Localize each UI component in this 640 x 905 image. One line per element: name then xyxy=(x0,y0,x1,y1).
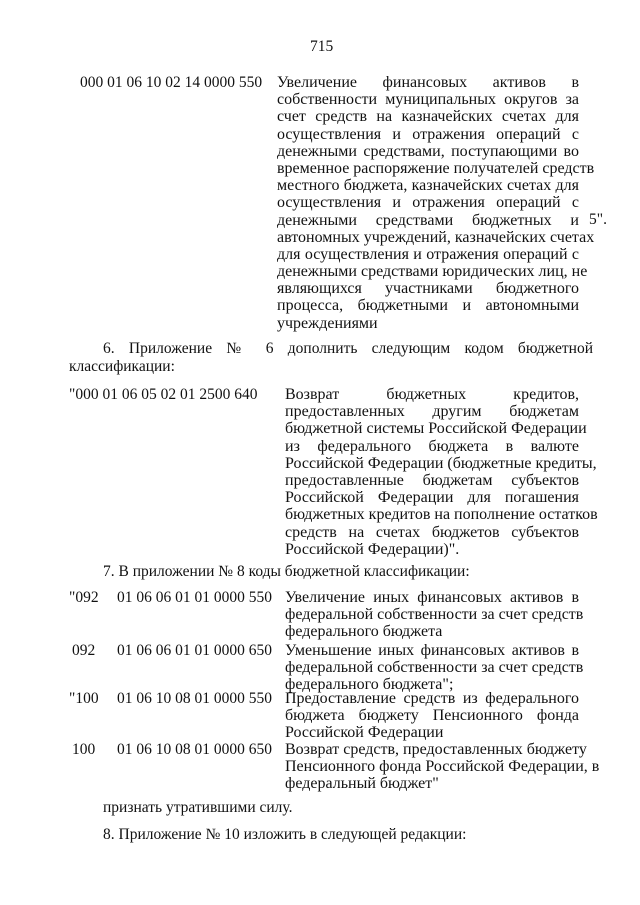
description-line: бюджетных кредитов на пополнение остатков xyxy=(285,506,598,524)
description-line: предоставленных другим бюджетам xyxy=(285,403,579,421)
description-line: федеральный бюджет" xyxy=(285,775,439,793)
closing-mark: 5". xyxy=(589,211,607,228)
description-line: Возврат средств, предоставленных бюджету xyxy=(285,741,587,758)
code-description xyxy=(285,589,584,641)
description-line: счет средств на казначейских счетах для xyxy=(277,108,579,126)
admin-code: "100 xyxy=(69,690,99,707)
code-description xyxy=(285,642,584,694)
description-line: Российской Федерации xyxy=(285,724,444,742)
description-line: денежными средствами юридических лиц, не xyxy=(277,263,588,281)
description-line: Предоставление средств из федерального xyxy=(285,690,579,707)
description-line: из федерального бюджета в валюте xyxy=(285,437,579,455)
description-line: Российской Федерации для погашения xyxy=(285,489,579,507)
description-line: для осуществления и отражения операций с xyxy=(277,245,579,263)
code-description xyxy=(285,741,600,793)
budget-code: 01 06 10 08 01 0000 650 xyxy=(117,741,272,758)
page-number: 715 xyxy=(310,38,334,55)
description-line: Российской Федерации (бюджетные кредиты, xyxy=(285,454,597,472)
code-description xyxy=(285,690,579,742)
description-line: осуществления и отражения операций с xyxy=(277,194,579,212)
budget-code: 01 06 06 01 01 0000 650 xyxy=(117,642,272,659)
description-line: Увеличение иных финансовых активов в xyxy=(285,589,579,606)
description-line: федерального бюджета"; xyxy=(285,676,454,694)
description-line: являющихся участниками бюджетного xyxy=(277,280,579,298)
code-description xyxy=(277,74,595,332)
description-line: бюджетной системы Российской Федерации xyxy=(285,420,587,438)
description-line: федерального бюджета xyxy=(285,623,443,641)
description-line: осуществления и отражения операций с xyxy=(277,125,579,143)
description-line: федеральной собственности за счет средств xyxy=(285,606,584,624)
admin-code: 100 xyxy=(72,741,96,758)
code-description xyxy=(285,386,598,558)
description-line: средств на счетах бюджетов субъектов xyxy=(285,523,579,541)
description-line: бюджета бюджету Пенсионного фонда xyxy=(285,707,579,725)
description-line: Пенсионного фонда Российской Федерации, в xyxy=(285,758,600,776)
description-line: Увеличение финансовых активов в xyxy=(277,74,579,91)
budget-code: "000 01 06 05 02 01 2500 640 xyxy=(69,386,258,403)
admin-code: "092 xyxy=(69,589,99,606)
paragraph-item-8: 8. Приложение № 10 изложить в следующей редакции: xyxy=(103,826,467,843)
description-line: Российской Федерации)". xyxy=(285,540,460,558)
paragraph-item-6-cont: классификации: xyxy=(69,358,175,375)
description-line: учреждениями xyxy=(277,314,378,332)
budget-code: 000 01 06 10 02 14 0000 550 xyxy=(80,74,263,91)
description-line: автономных учреждений, казначейских счетах xyxy=(277,228,595,246)
description-line: Уменьшение иных финансовых активов в xyxy=(285,642,579,659)
budget-code: 01 06 06 01 01 0000 550 xyxy=(117,589,272,606)
paragraph-item-7: 7. В приложении № 8 коды бюджетной классификации: xyxy=(103,563,470,580)
description-line: процесса, бюджетными и автономными xyxy=(277,297,579,315)
paragraph-item-6: 6. Приложение № 6 дополнить следующим кодом бюджетной xyxy=(103,340,593,357)
description-line: предоставленные бюджетам субъектов xyxy=(285,471,579,489)
budget-code: 01 06 10 08 01 0000 550 xyxy=(117,690,272,707)
description-line: собственности муниципальных округов за xyxy=(277,91,579,109)
description-line: местного бюджета, казначейских счетах для xyxy=(277,177,579,195)
closing-phrase: признать утратившими силу. xyxy=(103,799,293,816)
description-line: Возврат бюджетных кредитов, xyxy=(285,386,579,403)
description-line: денежными средствами бюджетных и xyxy=(277,211,579,229)
admin-code: 092 xyxy=(72,642,96,659)
description-line: денежными средствами, поступающими во xyxy=(277,142,579,160)
description-line: федеральной собственности за счет средств xyxy=(285,659,584,677)
description-line: временное распоряжение получателей средств xyxy=(277,159,595,177)
